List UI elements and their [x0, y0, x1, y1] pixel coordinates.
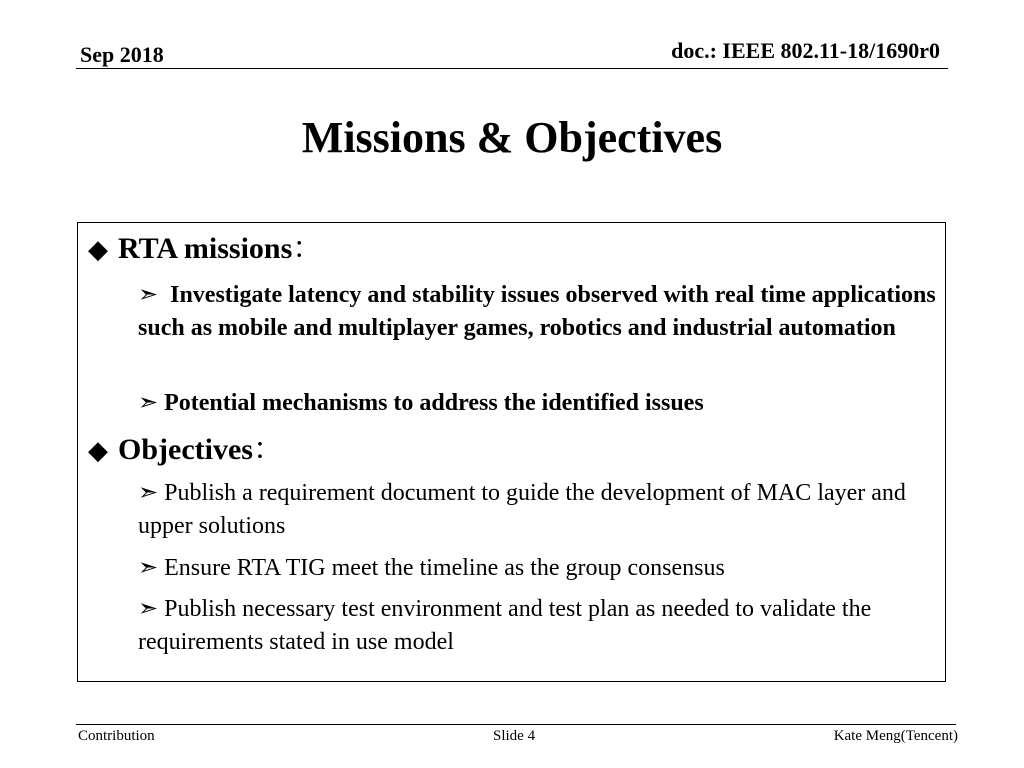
- slide-number: Slide 4: [493, 728, 536, 744]
- footer-divider: [76, 724, 956, 725]
- list-item-text: Investigate latency and stability issues observed with real time applications such as mobile and multiplayer games, robotics and industrial automation: [138, 282, 936, 341]
- list-item: [138, 387, 938, 420]
- section-rta-missions: [88, 229, 322, 270]
- arrow-bullet-icon: ➣: [138, 282, 171, 308]
- list-item-text: Ensure RTA TIG meet the timeline as the group consensus: [164, 555, 725, 581]
- arrow-bullet-icon: ➣: [138, 555, 165, 581]
- arrow-bullet-icon: ➣: [138, 390, 165, 416]
- footer-author: Kate Meng(Tencent): [833, 728, 958, 744]
- section-colon: ：: [252, 433, 283, 466]
- diamond-bullet-icon: ◆: [88, 436, 108, 465]
- header-doc-id: doc.: IEEE 802.11-18/1690r0: [671, 38, 940, 63]
- footer-left: Contribution: [78, 728, 155, 744]
- section-objectives: [88, 430, 283, 471]
- list-item: [138, 552, 938, 585]
- arrow-bullet-icon: ➣: [138, 596, 165, 622]
- slide-title: Missions & Objectives: [301, 113, 723, 162]
- header-date: Sep 2018: [80, 42, 164, 67]
- list-item: [138, 593, 938, 659]
- section-colon: ：: [292, 232, 323, 265]
- section-heading: Objectives: [118, 433, 253, 466]
- list-item-text: Publish necessary test environment and test plan as needed to validate the requirements stated in use model: [138, 596, 872, 655]
- header-divider: [76, 68, 948, 69]
- list-item: [138, 279, 938, 345]
- list-item-text: Potential mechanisms to address the identified issues: [164, 390, 704, 416]
- section-heading: RTA missions: [118, 232, 293, 265]
- diamond-bullet-icon: ◆: [88, 235, 108, 264]
- list-item: [138, 477, 938, 543]
- list-item-text: Publish a requirement document to guide the development of MAC layer and upper solutions: [138, 480, 906, 539]
- arrow-bullet-icon: ➣: [138, 480, 165, 506]
